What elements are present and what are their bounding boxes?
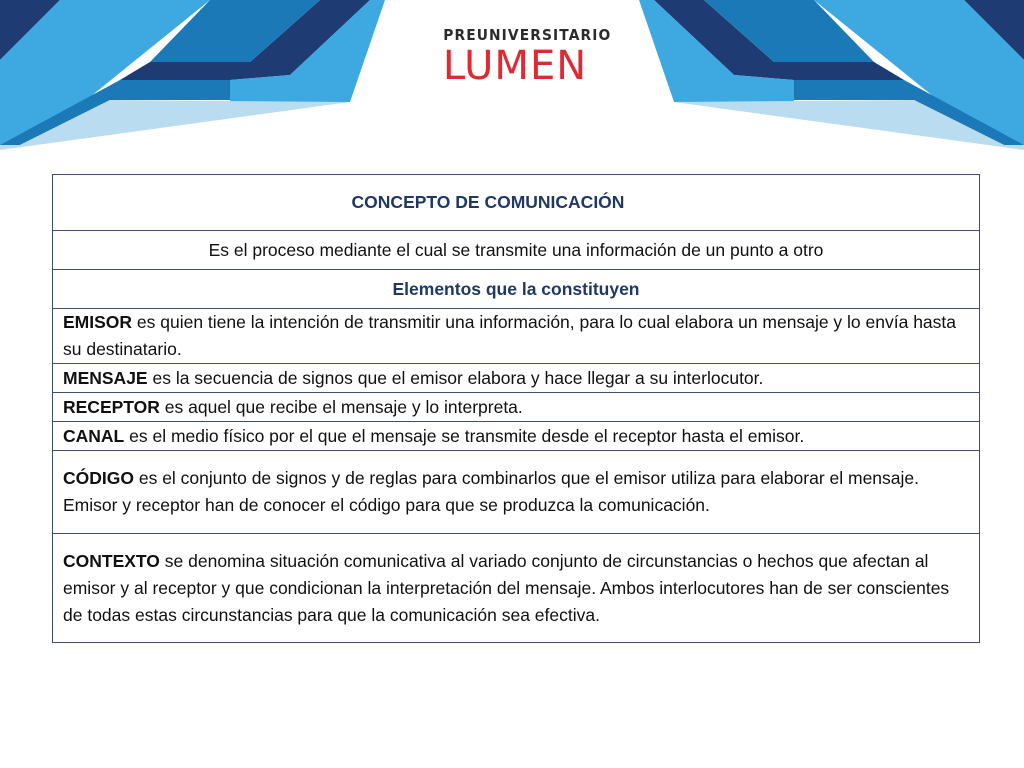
element-description: es el conjunto de signos y de reglas para combinarlos que el emisor utiliza para elaborar el mensaje. Emisor y receptor han de conocer el código para que se produzca la comunicación.	[63, 468, 919, 515]
table-title: CONCEPTO DE COMUNICACIÓN	[351, 192, 625, 212]
element-item-codigo	[53, 451, 980, 534]
element-term: MENSAJE	[63, 367, 148, 388]
element-term: CONTEXTO	[63, 550, 160, 571]
table-row	[53, 364, 980, 393]
element-item-canal	[53, 422, 980, 451]
section-subtitle: Elementos que la constituyen	[53, 270, 980, 309]
table-title-cell	[53, 175, 980, 231]
element-term: CÓDIGO	[63, 468, 134, 488]
logo-main-text: LUMEN	[442, 43, 588, 89]
element-item-emisor	[53, 309, 980, 364]
element-description: es quien tiene la intención de transmitir una información, para lo cual elabora un mensaje y lo envía hasta su destinatario.	[63, 312, 957, 359]
element-description: se denomina situación comunicativa al variado conjunto de circunstancias o hechos que afectan al emisor y al receptor y que condicionan la interpretación del mensaje. Ambos interlocutores han de ser conscientes de todas estas circunstancias para que la comunicación sea efectiva.	[63, 550, 950, 625]
table-row	[53, 309, 980, 364]
element-description: es aquel que recibe el mensaje y lo interpreta.	[159, 396, 523, 417]
table-row	[53, 534, 980, 643]
definition-text: Es el proceso mediante el cual se transmite una información de un punto a otro	[53, 231, 980, 270]
element-description: es el medio físico por el que el mensaje se transmite desde el receptor hasta el emisor.	[124, 425, 805, 446]
lumen-logo	[437, 26, 612, 89]
table-row	[53, 451, 980, 534]
table-row	[53, 422, 980, 451]
table-row	[53, 231, 980, 270]
element-term: RECEPTOR	[63, 396, 160, 417]
element-item-receptor	[53, 393, 980, 422]
element-term: EMISOR	[63, 312, 133, 332]
table-row	[53, 393, 980, 422]
element-term: CANAL	[63, 425, 125, 446]
concept-table	[52, 174, 980, 643]
table-row	[53, 270, 980, 309]
element-item-contexto	[53, 534, 980, 643]
element-item-mensaje	[53, 364, 980, 393]
table-row	[53, 175, 980, 231]
logo-top-text: PREUNIVERSITARIO	[443, 26, 612, 44]
element-description: es la secuencia de signos que el emisor elabora y hace llegar a su interlocutor.	[147, 367, 764, 388]
